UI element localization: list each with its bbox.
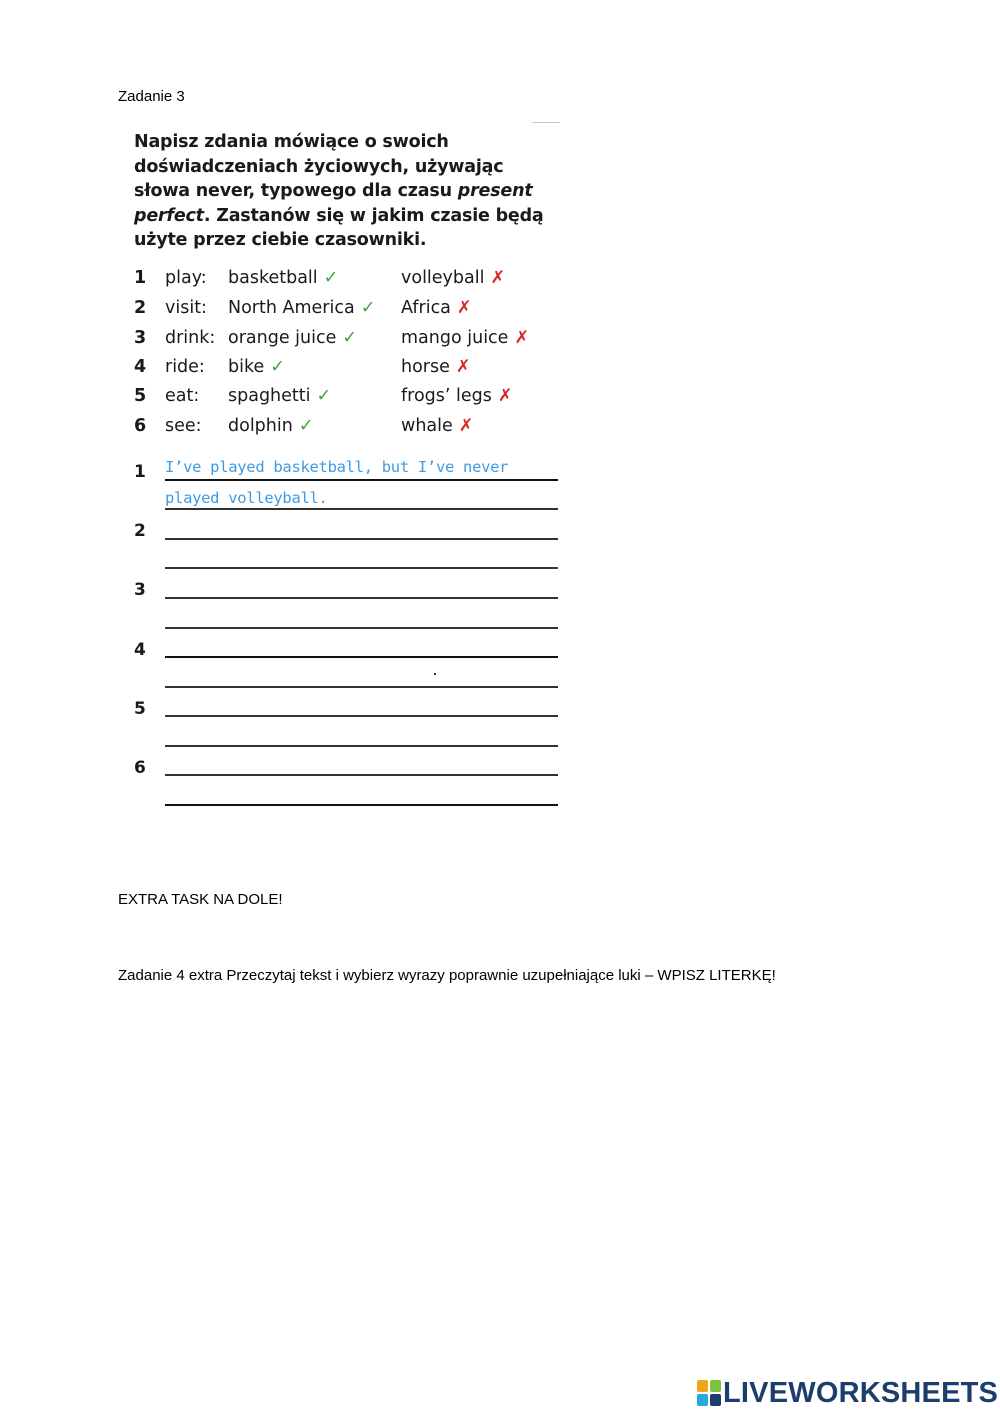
logo-square bbox=[710, 1380, 721, 1392]
item-number: 1 bbox=[134, 268, 147, 288]
item-not-done: whale ✗ bbox=[401, 416, 474, 436]
instruction-part2: . Zastanów się w jakim czasie będą użyte przez ciebie czasowniki. bbox=[134, 205, 544, 250]
check-icon: ✓ bbox=[270, 357, 285, 377]
answer-number: 6 bbox=[134, 758, 146, 778]
answer-line-5a[interactable] bbox=[165, 715, 558, 717]
example-answer-line2: played volleyball. bbox=[165, 489, 328, 507]
answer-number: 5 bbox=[134, 699, 146, 719]
item-done: basketball ✓ bbox=[228, 268, 339, 288]
answer-line-3b[interactable] bbox=[165, 627, 558, 629]
task4-title: Zadanie 4 extra Przeczytaj tekst i wybierz wyrazy poprawnie uzupełniające luki – WPISZ LITERKĘ! bbox=[118, 967, 776, 984]
exercise-instruction bbox=[134, 130, 564, 253]
item-not-done: Africa ✗ bbox=[401, 298, 472, 318]
logo-square bbox=[697, 1380, 708, 1392]
liveworksheets-logo[interactable] bbox=[697, 1378, 998, 1408]
item-verb: drink: bbox=[165, 328, 216, 348]
answer-number: 4 bbox=[134, 640, 146, 660]
cross-icon: ✗ bbox=[456, 298, 472, 318]
cross-icon: ✗ bbox=[458, 416, 474, 436]
answer-number: 2 bbox=[134, 521, 146, 541]
answer-number: 1 bbox=[134, 462, 146, 482]
logo-square bbox=[710, 1394, 721, 1406]
answer-line-4a[interactable] bbox=[165, 656, 558, 658]
answer-line-4b[interactable] bbox=[165, 686, 558, 688]
check-icon: ✓ bbox=[316, 386, 332, 406]
answer-line-5b[interactable] bbox=[165, 745, 558, 747]
check-icon: ✓ bbox=[342, 328, 358, 348]
item-not-done: horse ✗ bbox=[401, 357, 471, 377]
stray-dot bbox=[434, 673, 436, 675]
item-number: 5 bbox=[134, 386, 147, 406]
cross-icon: ✗ bbox=[497, 386, 513, 406]
item-verb: ride: bbox=[165, 357, 205, 377]
item-not-done: frogs’ legs ✗ bbox=[401, 386, 513, 406]
answer-line-3a[interactable] bbox=[165, 597, 558, 599]
answer-number: 3 bbox=[134, 580, 146, 600]
top-rule bbox=[532, 122, 560, 123]
item-done: bike ✓ bbox=[228, 357, 285, 377]
cross-icon: ✗ bbox=[514, 328, 530, 348]
answer-line-2b[interactable] bbox=[165, 567, 558, 569]
item-not-done: mango juice ✗ bbox=[401, 328, 530, 348]
item-verb: eat: bbox=[165, 386, 200, 406]
answer-line[interactable] bbox=[165, 508, 558, 510]
extra-task-note: EXTRA TASK NA DOLE! bbox=[118, 891, 283, 908]
example-answer-line1: I’ve played basketball, but I’ve never bbox=[165, 458, 509, 476]
logo-icon bbox=[697, 1380, 721, 1406]
item-number: 4 bbox=[134, 357, 147, 377]
check-icon: ✓ bbox=[323, 268, 339, 288]
item-done: dolphin ✓ bbox=[228, 416, 314, 436]
item-verb: play: bbox=[165, 268, 207, 288]
item-done: North America ✓ bbox=[228, 298, 376, 318]
cross-icon: ✗ bbox=[455, 357, 471, 377]
answer-line[interactable] bbox=[165, 479, 558, 481]
item-not-done: volleyball ✗ bbox=[401, 268, 506, 288]
task3-heading: Zadanie 3 bbox=[118, 88, 185, 105]
instruction-part1: Napisz zdania mówiące o swoich doświadczeniach życiowych, używając słowa never, typowego dla czasu bbox=[134, 132, 504, 201]
item-verb: see: bbox=[165, 416, 202, 436]
check-icon: ✓ bbox=[360, 298, 376, 318]
check-icon: ✓ bbox=[298, 416, 314, 436]
instruction-italic: present perfect bbox=[134, 181, 533, 226]
item-verb: visit: bbox=[165, 298, 207, 318]
exercise-image bbox=[118, 122, 563, 812]
logo-text: LIVEWORKSHEETS bbox=[723, 1377, 999, 1409]
answer-line-2a[interactable] bbox=[165, 538, 558, 540]
item-number: 3 bbox=[134, 328, 147, 348]
item-done: orange juice ✓ bbox=[228, 328, 358, 348]
logo-square bbox=[697, 1394, 708, 1406]
answer-line-6b[interactable] bbox=[165, 804, 558, 806]
cross-icon: ✗ bbox=[490, 268, 506, 288]
answer-line-6a[interactable] bbox=[165, 774, 558, 776]
item-number: 6 bbox=[134, 416, 147, 436]
item-number: 2 bbox=[134, 298, 147, 318]
item-done: spaghetti ✓ bbox=[228, 386, 332, 406]
